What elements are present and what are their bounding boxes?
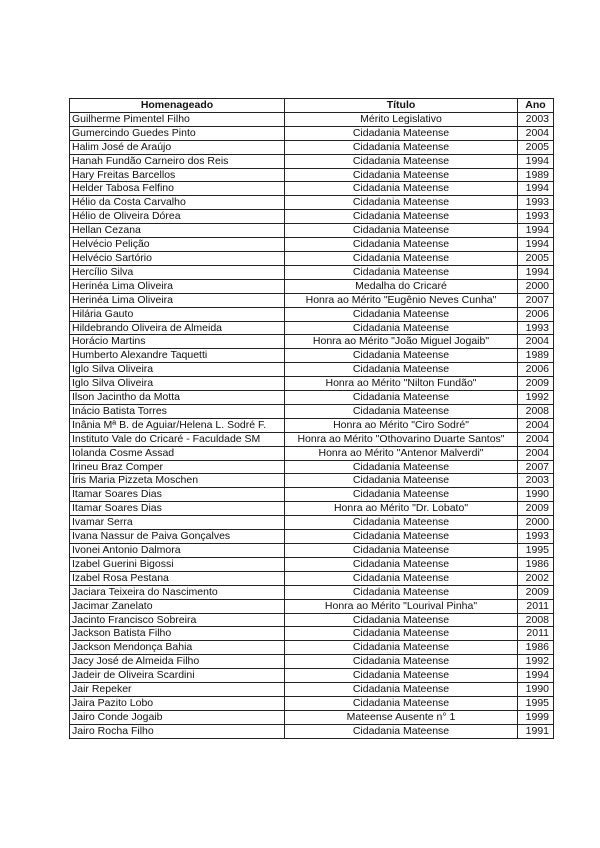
table-row [70,432,554,446]
table-row [70,669,554,683]
table-row [70,321,554,335]
title-cell: Cidadania Mateense [285,349,518,363]
year-cell: 1992 [518,391,554,405]
table-row [70,502,554,516]
honoree-cell: Horácio Martins [70,335,285,349]
table-row [70,279,554,293]
honoree-cell: Jairo Rocha Filho [70,724,285,738]
title-cell: Cidadania Mateense [285,391,518,405]
year-cell: 2008 [518,613,554,627]
table-row [70,446,554,460]
title-cell: Honra ao Mérito "Antenor Malverdi" [285,446,518,460]
title-cell: Cidadania Mateense [285,613,518,627]
honoree-cell: Inânia Mª B. de Aguiar/Helena L. Sodré F. [70,418,285,432]
honoree-cell: Hercílio Silva [70,265,285,279]
honoree-cell: Inácio Batista Torres [70,404,285,418]
year-cell: 1994 [518,238,554,252]
year-cell: 1989 [518,349,554,363]
honoree-cell: Jackson Batista Filho [70,627,285,641]
honoree-cell: Jairo Conde Jogaib [70,710,285,724]
year-cell: 2008 [518,404,554,418]
honoree-cell: Iglo Silva Oliveira [70,363,285,377]
honoree-cell: Helvécio Pelição [70,238,285,252]
title-cell: Cidadania Mateense [285,488,518,502]
table-row [70,418,554,432]
honoree-cell: Humberto Alexandre Taquetti [70,349,285,363]
title-cell: Cidadania Mateense [285,238,518,252]
table-row [70,377,554,391]
title-cell: Cidadania Mateense [285,585,518,599]
title-cell: Honra ao Mérito "Othovarino Duarte Santos" [285,432,518,446]
honoree-cell: Iglo Silva Oliveira [70,377,285,391]
title-cell: Cidadania Mateense [285,669,518,683]
honoree-cell: Irineu Braz Comper [70,460,285,474]
title-cell: Cidadania Mateense [285,126,518,140]
year-cell: 2004 [518,335,554,349]
title-cell: Cidadania Mateense [285,404,518,418]
table-row [70,126,554,140]
honorees-table [69,98,554,739]
table-row [70,210,554,224]
table-row [70,154,554,168]
title-cell: Cidadania Mateense [285,571,518,585]
year-cell: 1986 [518,557,554,571]
year-cell: 1992 [518,655,554,669]
title-cell: Cidadania Mateense [285,460,518,474]
honoree-cell: Hary Freitas Barcellos [70,168,285,182]
year-cell: 2000 [518,279,554,293]
honoree-cell: Itamar Soares Dias [70,502,285,516]
honoree-cell: Hildebrando Oliveira de Almeida [70,321,285,335]
year-cell: 1995 [518,696,554,710]
year-cell: 2004 [518,446,554,460]
table-row [70,530,554,544]
year-cell: 1999 [518,710,554,724]
year-cell: 2003 [518,112,554,126]
year-cell: 2009 [518,502,554,516]
table-body [70,112,554,738]
table-row [70,112,554,126]
title-cell: Cidadania Mateense [285,641,518,655]
year-cell: 1994 [518,224,554,238]
year-cell: 2007 [518,460,554,474]
table-row [70,265,554,279]
title-cell: Mérito Legislativo [285,112,518,126]
honoree-cell: Jair Repeker [70,683,285,697]
title-cell: Honra ao Mérito "Dr. Lobato" [285,502,518,516]
honoree-cell: Hélio de Oliveira Dórea [70,210,285,224]
title-cell: Cidadania Mateense [285,724,518,738]
table-row [70,627,554,641]
table-row [70,140,554,154]
title-cell: Cidadania Mateense [285,474,518,488]
honoree-cell: Iolanda Cosme Assad [70,446,285,460]
honoree-cell: Izabel Guerini Bigossi [70,557,285,571]
honoree-cell: Ilson Jacintho da Motta [70,391,285,405]
title-cell: Cidadania Mateense [285,265,518,279]
honoree-cell: Jacinto Francisco Sobreira [70,613,285,627]
title-cell: Honra ao Mérito "Eugênio Neves Cunha" [285,293,518,307]
table-row [70,641,554,655]
title-cell: Cidadania Mateense [285,655,518,669]
title-cell: Cidadania Mateense [285,210,518,224]
table-row [70,488,554,502]
honoree-cell: Helder Tabosa Felfino [70,182,285,196]
table-row [70,571,554,585]
year-cell: 1994 [518,669,554,683]
honoree-cell: Jaira Pazito Lobo [70,696,285,710]
title-cell: Cidadania Mateense [285,196,518,210]
title-cell: Cidadania Mateense [285,224,518,238]
year-cell: 2007 [518,293,554,307]
year-cell: 1995 [518,544,554,558]
title-cell: Medalha do Cricaré [285,279,518,293]
honoree-cell: Herinéa Lima Oliveira [70,293,285,307]
table-row [70,293,554,307]
table-row [70,696,554,710]
year-cell: 2006 [518,307,554,321]
year-cell: 1993 [518,321,554,335]
title-cell: Honra ao Mérito "João Miguel Jogaib" [285,335,518,349]
title-cell: Honra ao Mérito "Nilton Fundão" [285,377,518,391]
table-row [70,585,554,599]
table-row [70,168,554,182]
year-cell: 1994 [518,154,554,168]
table-row [70,196,554,210]
table-row [70,251,554,265]
year-cell: 2011 [518,627,554,641]
title-cell: Cidadania Mateense [285,627,518,641]
year-cell: 1986 [518,641,554,655]
header-honoree: Homenageado [70,99,285,113]
title-cell: Cidadania Mateense [285,363,518,377]
table-row [70,557,554,571]
honoree-cell: Jadeir de Oliveira Scardini [70,669,285,683]
title-cell: Cidadania Mateense [285,696,518,710]
title-cell: Cidadania Mateense [285,544,518,558]
honoree-cell: Hellan Cezana [70,224,285,238]
header-year: Ano [518,99,554,113]
honoree-cell: Herinéa Lima Oliveira [70,279,285,293]
title-cell: Mateense Ausente n° 1 [285,710,518,724]
honoree-cell: Ivana Nassur de Paiva Gonçalves [70,530,285,544]
honoree-cell: Jacy José de Almeida Filho [70,655,285,669]
title-cell: Honra ao Mérito "Ciro Sodré" [285,418,518,432]
year-cell: 1990 [518,488,554,502]
honoree-cell: Helvécio Sartório [70,251,285,265]
table-row [70,724,554,738]
honoree-cell: Jackson Mendonça Bahia [70,641,285,655]
title-cell: Cidadania Mateense [285,251,518,265]
header-row [70,99,554,113]
table-row [70,474,554,488]
header-title: Título [285,99,518,113]
honoree-cell: Ivamar Serra [70,516,285,530]
year-cell: 2005 [518,140,554,154]
table-row [70,404,554,418]
year-cell: 2000 [518,516,554,530]
honoree-cell: Jacimar Zanelato [70,599,285,613]
year-cell: 2004 [518,418,554,432]
year-cell: 2009 [518,377,554,391]
year-cell: 2005 [518,251,554,265]
title-cell: Cidadania Mateense [285,530,518,544]
year-cell: 1990 [518,683,554,697]
year-cell: 2003 [518,474,554,488]
year-cell: 1993 [518,530,554,544]
year-cell: 2006 [518,363,554,377]
year-cell: 1994 [518,182,554,196]
honoree-cell: Halim José de Araújo [70,140,285,154]
table-row [70,710,554,724]
table-row [70,460,554,474]
year-cell: 1989 [518,168,554,182]
year-cell: 2004 [518,432,554,446]
year-cell: 2011 [518,599,554,613]
title-cell: Cidadania Mateense [285,168,518,182]
year-cell: 2004 [518,126,554,140]
honoree-cell: Ivonei Antonio Dalmora [70,544,285,558]
honoree-cell: Hanah Fundão Carneiro dos Reis [70,154,285,168]
table-row [70,516,554,530]
title-cell: Cidadania Mateense [285,321,518,335]
table-row [70,544,554,558]
honoree-cell: Gumercindo Guedes Pinto [70,126,285,140]
title-cell: Honra ao Mérito "Lourival Pinha" [285,599,518,613]
table-row [70,307,554,321]
table-row [70,613,554,627]
table-row [70,349,554,363]
honoree-cell: Hilária Gauto [70,307,285,321]
honoree-cell: Instituto Vale do Cricaré - Faculdade SM [70,432,285,446]
year-cell: 2009 [518,585,554,599]
title-cell: Cidadania Mateense [285,516,518,530]
year-cell: 1994 [518,265,554,279]
table-row [70,238,554,252]
honoree-cell: Íris Maria Pizzeta Moschen [70,474,285,488]
table-row [70,224,554,238]
honoree-cell: Izabel Rosa Pestana [70,571,285,585]
table-row [70,683,554,697]
title-cell: Cidadania Mateense [285,140,518,154]
title-cell: Cidadania Mateense [285,683,518,697]
table-row [70,655,554,669]
honoree-cell: Jaciara Teixeira do Nascimento [70,585,285,599]
year-cell: 1993 [518,196,554,210]
year-cell: 1993 [518,210,554,224]
title-cell: Cidadania Mateense [285,182,518,196]
table-row [70,182,554,196]
year-cell: 2002 [518,571,554,585]
honoree-cell: Itamar Soares Dias [70,488,285,502]
title-cell: Cidadania Mateense [285,154,518,168]
year-cell: 1991 [518,724,554,738]
table-row [70,335,554,349]
table-row [70,391,554,405]
title-cell: Cidadania Mateense [285,307,518,321]
table-row [70,363,554,377]
table-row [70,599,554,613]
honoree-cell: Hélio da Costa Carvalho [70,196,285,210]
honoree-cell: Guilherme Pimentel Filho [70,112,285,126]
title-cell: Cidadania Mateense [285,557,518,571]
